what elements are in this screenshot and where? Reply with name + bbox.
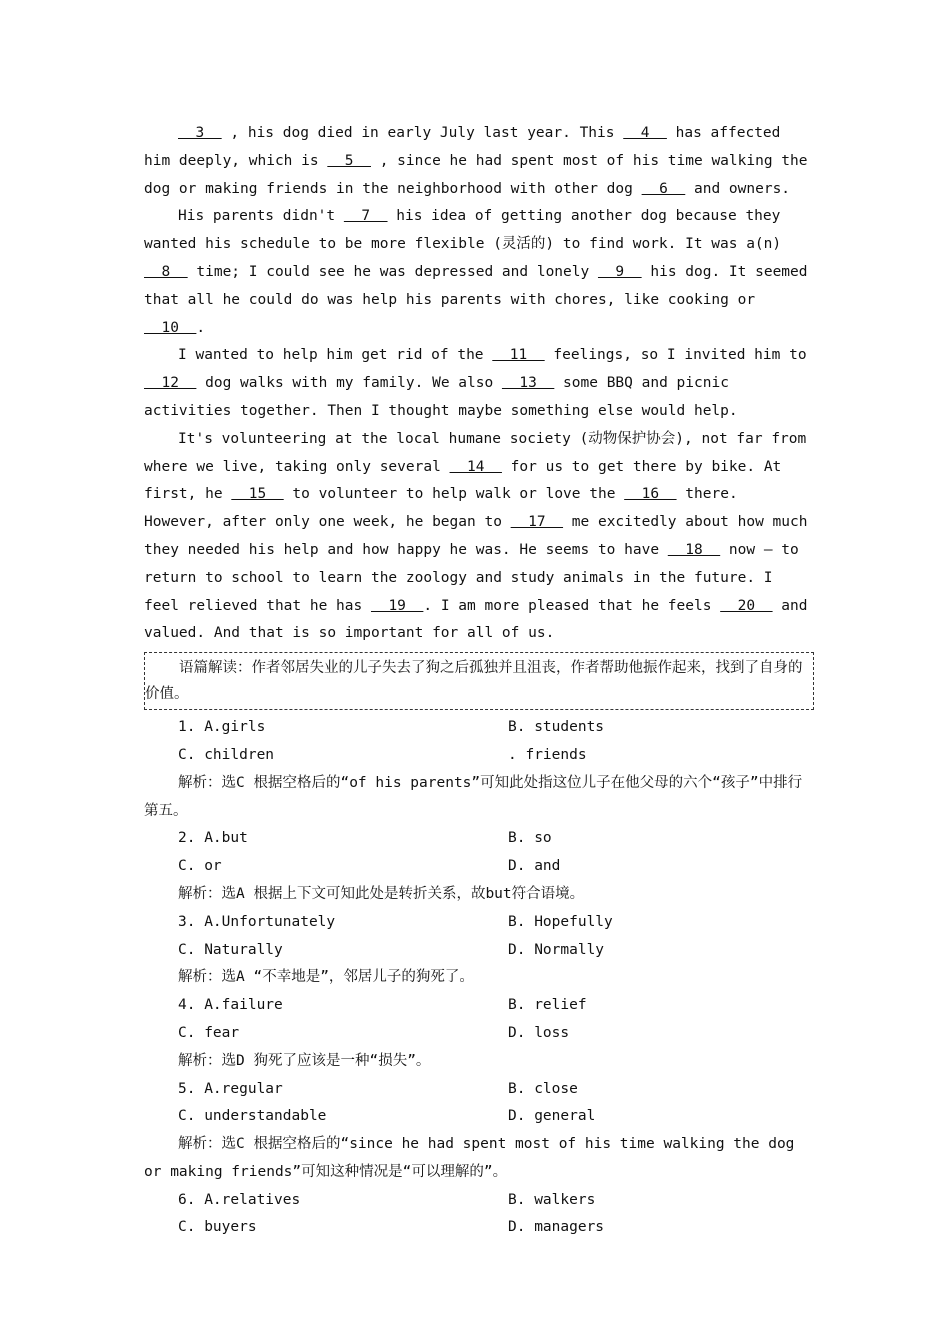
cloze-passage	[144, 120, 814, 648]
option-text: D. and	[508, 858, 561, 875]
option-text: D. general	[508, 1108, 596, 1125]
option-row	[144, 909, 814, 937]
option-text: C. buyers	[178, 1219, 257, 1236]
passage-text: now — to return to school to learn the zoology and study animals in the future. I feel relieved that he has	[144, 541, 799, 614]
option-text: 4. A.failure	[178, 997, 283, 1014]
passage-paragraph	[144, 203, 814, 342]
option-text: B. students	[508, 719, 605, 736]
answer-explanation: 解析：选A 根据上下文可知此处是转折关系，故but符合语境。	[178, 885, 585, 902]
passage-summary-box	[144, 652, 814, 710]
blank-number: 16	[624, 486, 677, 503]
passage-text: , his dog died in early July last year. This	[221, 125, 624, 141]
question-list	[144, 714, 814, 1242]
passage-text: time; I could see he was depressed and lonely	[187, 263, 598, 280]
blank-number: 18	[667, 541, 721, 558]
option-text: B. Hopefully	[508, 913, 613, 930]
blank-number: 7	[343, 208, 388, 225]
passage-text: It's volunteering at the local humane society (动物保护协会), not far from where we live, taking only several	[144, 430, 807, 475]
passage-text: dog walks with my family. We also	[196, 375, 502, 392]
blank-number: 9	[597, 263, 642, 280]
passage-text: for us to get there by bike. At first, he	[144, 458, 782, 503]
passage-text: His parents didn't	[178, 208, 344, 225]
passage-text: feelings, so I invited him to	[544, 347, 807, 364]
passage-text: and valued. And that is so important for all of us.	[144, 597, 808, 642]
option-text: B. walkers	[508, 1191, 596, 1208]
passage-text: me excitedly about how much they needed his help and how happy he was. He seems to have	[144, 514, 808, 558]
passage-text: .	[196, 319, 206, 336]
document-page	[144, 120, 814, 1242]
option-row	[144, 825, 814, 853]
blank-number: 8	[144, 263, 188, 280]
blank-number: 10	[144, 319, 197, 336]
blank-number: 20	[720, 597, 773, 614]
blank-number: 15	[231, 486, 284, 503]
option-text: C. fear	[178, 1024, 240, 1041]
option-row	[144, 1187, 814, 1215]
answer-explanation: 解析：选D 狗死了应该是一种“损失”。	[178, 1052, 431, 1069]
answer-explanation: 解析：选C 根据空格后的“of his parents”可知此处指这位儿子在他父母的六个“孩子”中排行第五。	[144, 774, 803, 819]
blank-number: 3	[178, 125, 222, 141]
passage-text: some BBQ and picnic activities together. Then I thought maybe something else would help.	[144, 375, 738, 419]
passage-paragraph	[144, 426, 814, 648]
passage-text: . I am more pleased that he feels	[423, 597, 721, 614]
passage-paragraph	[144, 342, 814, 425]
passage-text: his idea of getting another dog because they wanted his schedule to be more flexible (灵活的) to find work. It was a(n)	[144, 208, 782, 253]
option-row	[144, 1214, 814, 1242]
option-row	[144, 1103, 814, 1131]
option-row	[144, 992, 814, 1020]
blank-number: 11	[492, 347, 545, 364]
option-text: 1. A.girls	[178, 719, 266, 736]
option-text: C. children	[178, 746, 275, 763]
option-text: D. loss	[508, 1024, 570, 1041]
option-row	[144, 714, 814, 742]
passage-summary: 语篇解读：作者邻居失业的儿子失去了狗之后孤独并且沮丧，作者帮助他振作起来，找到了自身的价值。	[145, 660, 803, 703]
option-row	[144, 1076, 814, 1104]
option-text: C. Naturally	[178, 941, 283, 958]
option-row	[144, 742, 814, 770]
blank-number: 4	[623, 125, 667, 141]
option-text: B. relief	[508, 997, 587, 1014]
passage-text: I wanted to help him get rid of the	[178, 347, 493, 364]
blank-number: 17	[510, 514, 564, 531]
option-text: D. managers	[508, 1219, 605, 1236]
passage-text: his dog. It seemed that all he could do was help his parents with chores, like cooking or	[144, 263, 808, 308]
passage-text: has affected him deeply, which is	[144, 125, 781, 169]
blank-number: 19	[370, 597, 424, 614]
option-row	[144, 853, 814, 881]
option-row	[144, 1020, 814, 1048]
option-text: 3. A.Unfortunately	[178, 913, 336, 930]
option-text: 5. A.regular	[178, 1080, 283, 1097]
option-text: C. understandable	[178, 1108, 327, 1125]
option-text: 2. A.but	[178, 830, 248, 847]
blank-number: 14	[449, 458, 502, 475]
passage-paragraph	[144, 120, 814, 203]
blank-number: 12	[144, 375, 197, 392]
answer-explanation: 解析：选A “不幸地是”，邻居儿子的狗死了。	[178, 969, 474, 986]
option-text: C. or	[178, 858, 222, 875]
option-text: 6. A.relatives	[178, 1191, 301, 1208]
option-row	[144, 937, 814, 965]
passage-text: to volunteer to help walk or love the	[283, 486, 625, 503]
passage-text: and owners.	[685, 180, 791, 197]
blank-number: 6	[641, 180, 686, 197]
passage-text: , since he had spent most of his time walking the dog or making friends in the neighborhood with other dog	[144, 152, 808, 197]
option-text: D. Normally	[508, 941, 605, 958]
blank-number: 5	[327, 152, 371, 169]
blank-number: 13	[501, 375, 555, 392]
option-text: . friends	[508, 746, 587, 763]
passage-text: there. However, after only one week, he began to	[144, 486, 738, 531]
answer-explanation: 解析：选C 根据空格后的“since he had spent most of his time walking the dog or making friends”可知这种情况是“可以理解的”。	[144, 1136, 795, 1180]
option-text: B. so	[508, 830, 552, 847]
option-text: B. close	[508, 1080, 578, 1097]
